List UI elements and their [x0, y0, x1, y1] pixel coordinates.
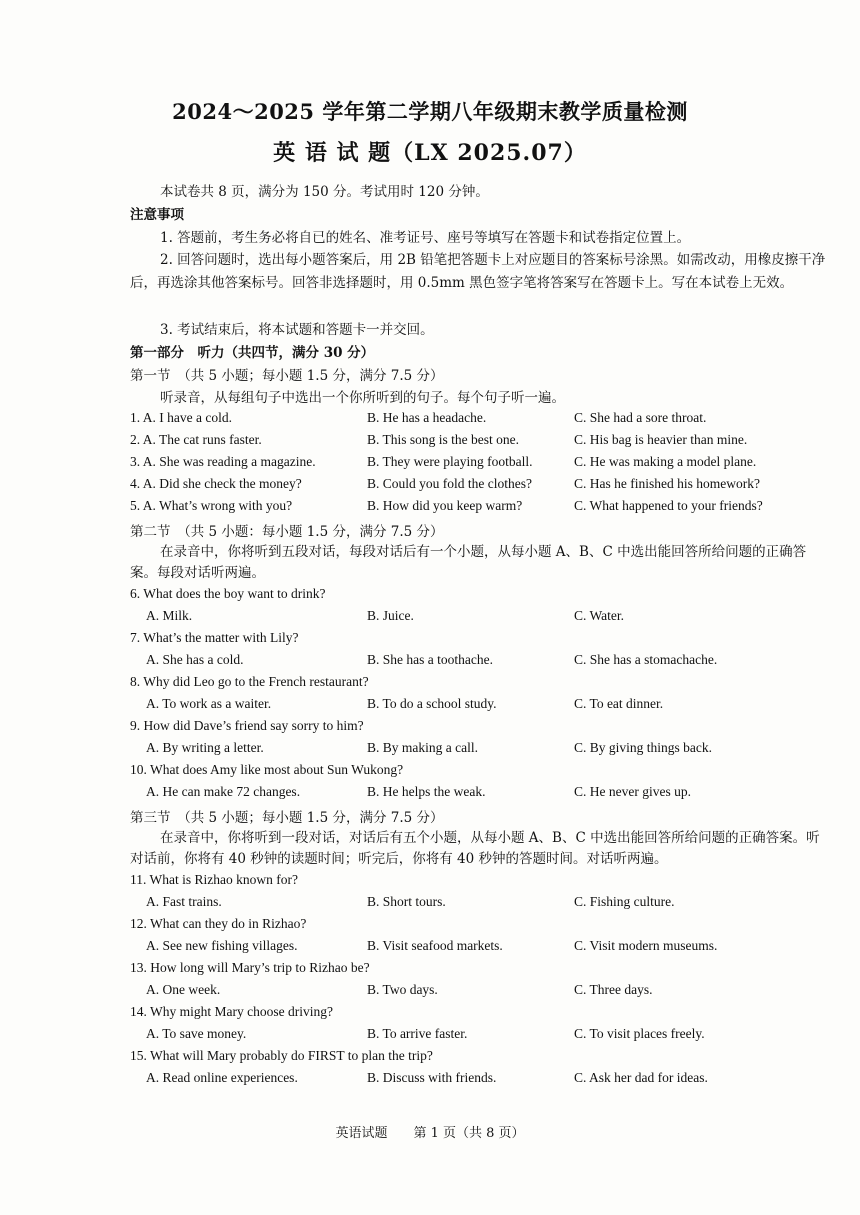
- q13-option-c: C. Three days.: [574, 982, 653, 997]
- q5-option-c: C. What happened to your friends?: [574, 498, 763, 513]
- q5-option-b: B. How did you keep warm?: [367, 498, 523, 513]
- q9-option-c: C. By giving things back.: [574, 740, 712, 755]
- q13-option-a: A. One week.: [146, 982, 221, 997]
- section1-heading: 第一节 （共 5 小题；每小题 1.5 分，满分 7.5 分）: [130, 368, 444, 384]
- exam-subtitle: 英 语 试 题（LX 2025.07）: [273, 140, 587, 166]
- q15-option-c: C. Ask her dad for ideas.: [574, 1070, 708, 1085]
- q13-question: 13. How long will Mary’s trip to Rizhao be?: [130, 960, 370, 975]
- section3-heading: 第三节 （共 5 小题；每小题 1.5 分，满分 7.5 分）: [130, 810, 444, 826]
- q8-option-b: B. To do a school study.: [367, 696, 497, 711]
- q3-option-a: 3. A. She was reading a magazine.: [130, 454, 316, 469]
- note-item-3: 3. 考试结束后，将本试题和答题卡一并交回。: [160, 322, 434, 338]
- q10-option-c: C. He never gives up.: [574, 784, 691, 799]
- q5-option-a: 5. A. What’s wrong with you?: [130, 498, 293, 513]
- exam-title: 2024～2025 学年第二学期八年级期末教学质量检测: [172, 99, 688, 124]
- section3-instruction: 在录音中，你将听到一段对话，对话后有五个小题，从每小题 A、B、C 中选出能回答所给问题的正确答案。听对话前，你将有 40 秒钟的读题时间；听完后，你将有 40 秒钟的答题时间。对话听两遍。: [130, 830, 820, 867]
- q7-option-a: A. She has a cold.: [146, 652, 244, 667]
- q2-option-b: B. This song is the best one.: [367, 432, 520, 447]
- q11-option-b: B. Short tours.: [367, 894, 446, 909]
- part1-heading: 第一部分 听力（共四节，满分 30 分）: [130, 345, 375, 361]
- q14-option-a: A. To save money.: [146, 1026, 247, 1041]
- q2-option-a: 2. A. The cat runs faster.: [130, 432, 262, 447]
- exam-intro: 本试卷共 8 页，满分为 150 分。考试用时 120 分钟。: [160, 184, 489, 200]
- q15-question: 15. What will Mary probably do FIRST to plan the trip?: [130, 1048, 433, 1063]
- q6-option-b: B. Juice.: [367, 608, 414, 623]
- q6-option-a: A. Milk.: [146, 608, 193, 623]
- section1-instruction: 听录音，从每组句子中选出一个你所听到的句子。每个句子听一遍。: [160, 390, 565, 406]
- q11-question: 11. What is Rizhao known for?: [130, 872, 298, 887]
- q1-option-a: 1. A. I have a cold.: [130, 410, 232, 425]
- q6-question: 6. What does the boy want to drink?: [130, 586, 326, 601]
- q1-option-b: B. He has a headache.: [367, 410, 487, 425]
- q9-option-a: A. By writing a letter.: [146, 740, 264, 755]
- q8-option-c: C. To eat dinner.: [574, 696, 664, 711]
- q12-option-c: C. Visit modern museums.: [574, 938, 718, 953]
- q10-option-b: B. He helps the weak.: [367, 784, 486, 799]
- q12-question: 12. What can they do in Rizhao?: [130, 916, 307, 931]
- section2-instruction: 在录音中，你将听到五段对话，每段对话后有一个小题，从每小题 A、B、C 中选出能回答所给问题的正确答案。每段对话听两遍。: [130, 544, 807, 581]
- q15-option-b: B. Discuss with friends.: [367, 1070, 497, 1085]
- q7-question: 7. What’s the matter with Lily?: [130, 630, 299, 645]
- q13-option-b: B. Two days.: [367, 982, 438, 997]
- q9-option-b: B. By making a call.: [367, 740, 478, 755]
- q12-option-b: B. Visit seafood markets.: [367, 938, 503, 953]
- note-item-1: 1. 答题前，考生务必将自已的姓名、准考证号、座号等填写在答题卡和试卷指定位置上。: [160, 230, 691, 246]
- q11-option-c: C. Fishing culture.: [574, 894, 675, 909]
- q14-option-c: C. To visit places freely.: [574, 1026, 705, 1041]
- notes-heading: 注意事项: [130, 207, 184, 223]
- q15-option-a: A. Read online experiences.: [146, 1070, 298, 1085]
- page-footer: 英语试题 第 1 页（共 8 页）: [335, 1126, 525, 1141]
- q8-question: 8. Why did Leo go to the French restaurant?: [130, 674, 369, 689]
- q8-option-a: A. To work as a waiter.: [146, 696, 272, 711]
- q10-option-a: A. He can make 72 changes.: [146, 784, 301, 799]
- q9-question: 9. How did Dave’s friend say sorry to him?: [130, 718, 364, 733]
- q3-option-c: C. He was making a model plane.: [574, 454, 757, 469]
- note-item-2: 2. 回答问题时，选出每小题答案后，用 2B 铅笔把答题卡上对应题目的答案标号涂黑。如需改动，用橡皮擦干净后，再选涂其他答案标号。回答非选择题时，用 0.5mm 黑色签字笔将答案写在答题卡上。写在本试卷上无效。: [130, 252, 826, 291]
- q2-option-c: C. His bag is heavier than mine.: [574, 432, 748, 447]
- q3-option-b: B. They were playing football.: [367, 454, 533, 469]
- q12-option-a: A. See new fishing villages.: [146, 938, 298, 953]
- q7-option-c: C. She has a stomachache.: [574, 652, 718, 667]
- q1-option-c: C. She had a sore throat.: [574, 410, 707, 425]
- q6-option-c: C. Water.: [574, 608, 625, 623]
- q4-option-b: B. Could you fold the clothes?: [367, 476, 532, 491]
- q14-question: 14. Why might Mary choose driving?: [130, 1004, 333, 1019]
- section2-heading: 第二节 （共 5 小题：每小题 1.5 分，满分 7.5 分）: [130, 524, 444, 540]
- q14-option-b: B. To arrive faster.: [367, 1026, 468, 1041]
- q7-option-b: B. She has a toothache.: [367, 652, 493, 667]
- q10-question: 10. What does Amy like most about Sun Wukong?: [130, 762, 404, 777]
- q4-option-c: C. Has he finished his homework?: [574, 476, 760, 491]
- q4-option-a: 4. A. Did she check the money?: [130, 476, 302, 491]
- q11-option-a: A. Fast trains.: [146, 894, 222, 909]
